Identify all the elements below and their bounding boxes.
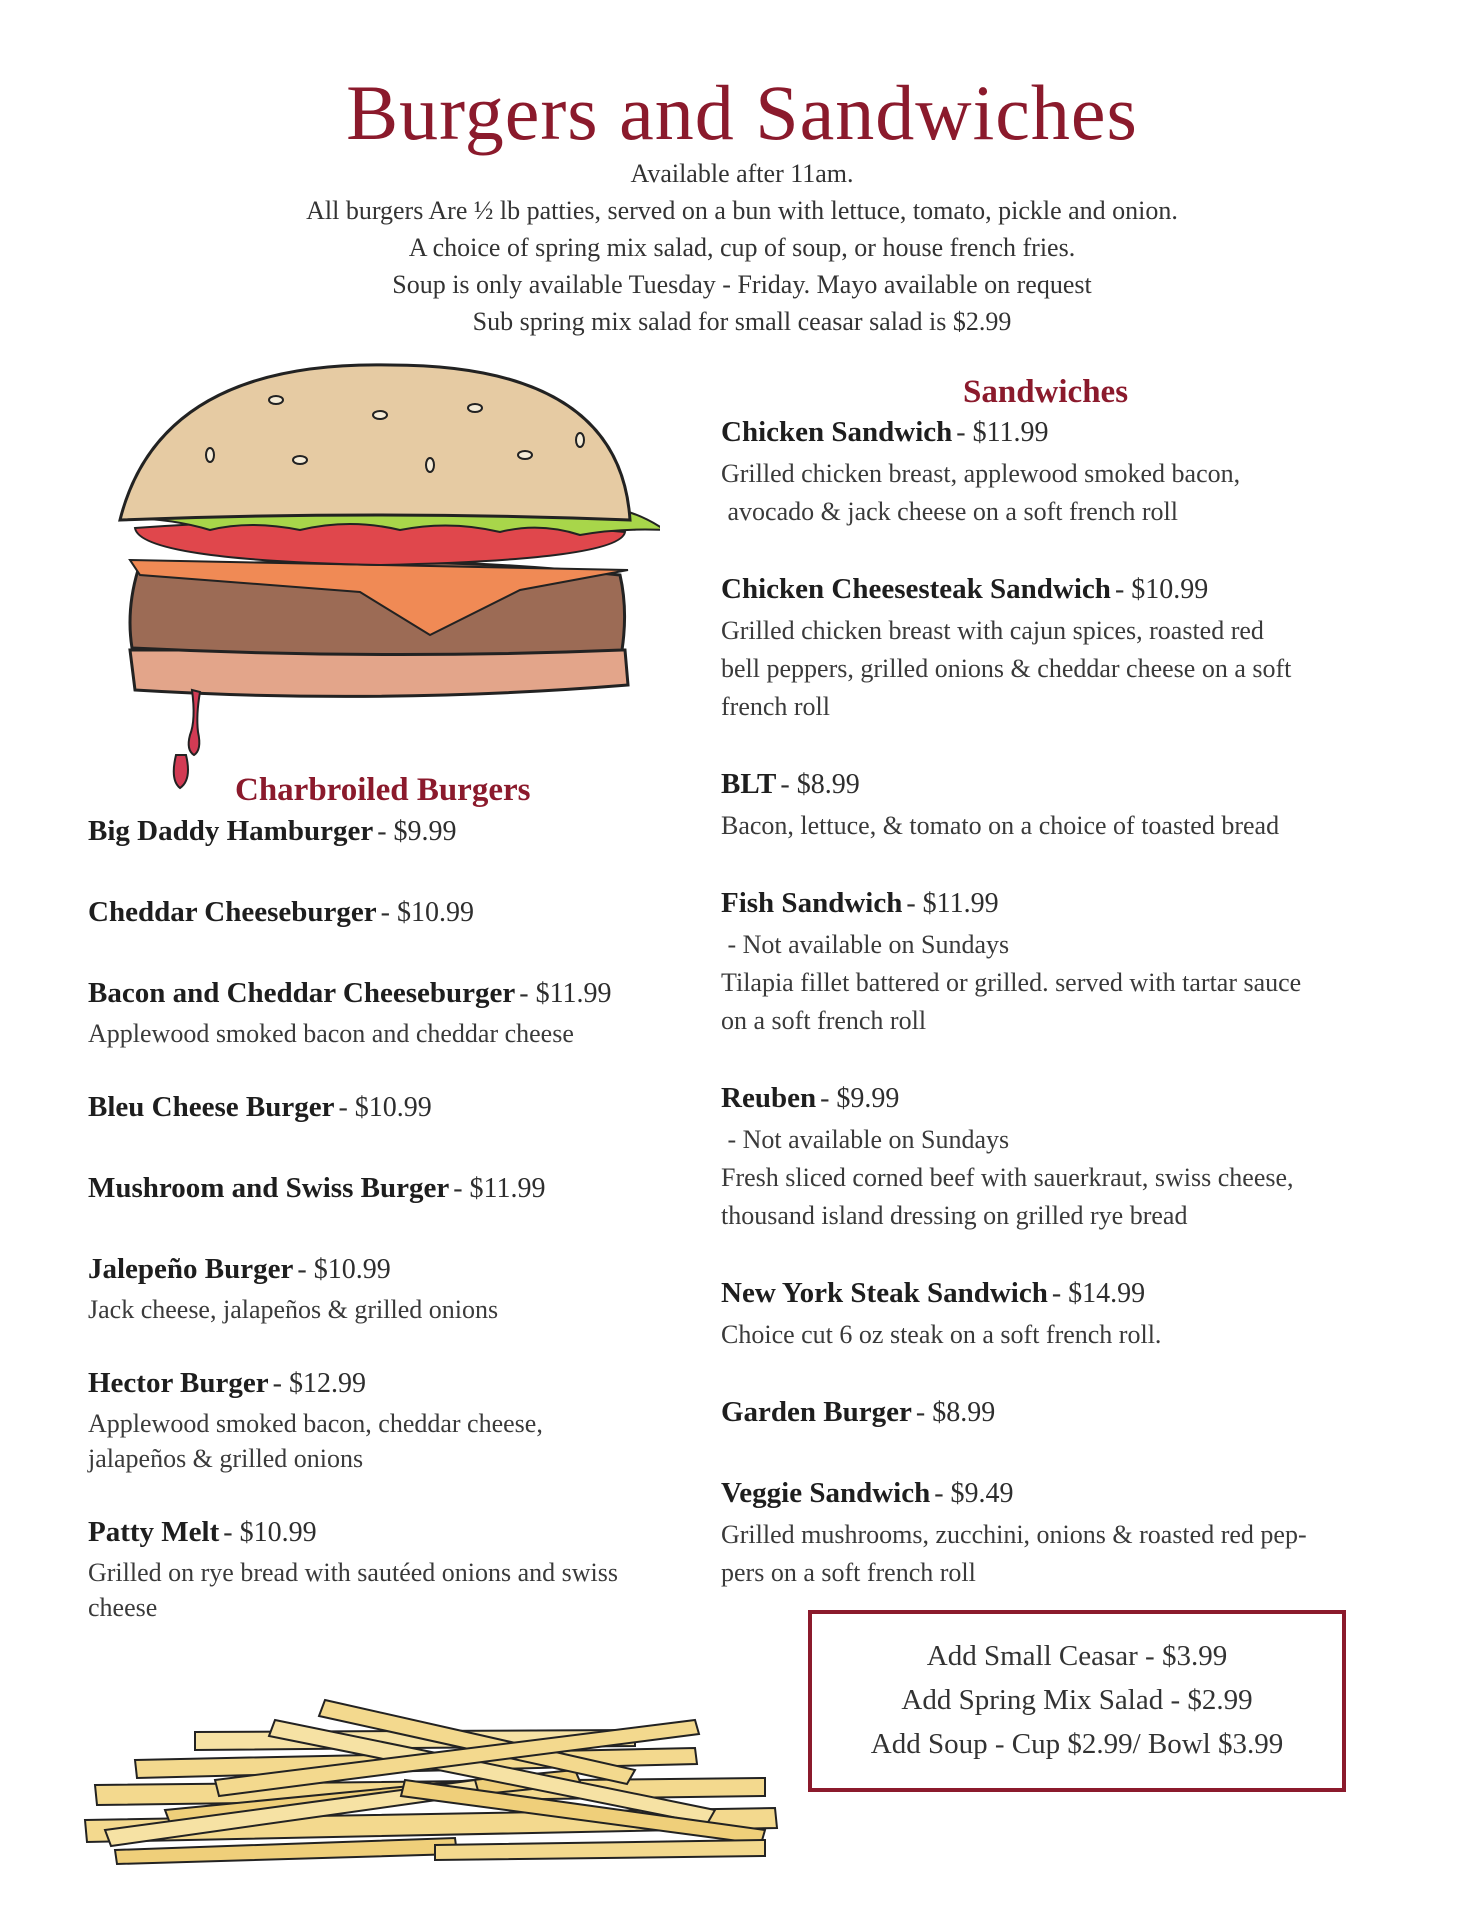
intro-text	[0, 155, 1484, 340]
intro-line: Sub spring mix salad for small ceasar salad is $2.99	[472, 307, 1012, 336]
addon-line: Add Small Ceasar - $3.99	[926, 1640, 1228, 1672]
item-price: - $8.99	[780, 769, 860, 800]
item-description: french roll	[721, 692, 831, 721]
item-price: - $12.99	[272, 1368, 366, 1399]
menu-item	[88, 813, 708, 854]
hamburger-illustration	[100, 360, 660, 790]
item-name: Big Daddy Hamburger	[88, 815, 374, 847]
item-description: Choice cut 6 oz steak on a soft french roll.	[721, 1320, 1162, 1349]
item-price: - $8.99	[915, 1397, 996, 1428]
item-name: Mushroom and Swiss Burger	[88, 1172, 450, 1204]
item-description: jalapeños & grilled onions	[88, 1444, 364, 1473]
item-price: - $9.49	[934, 1478, 1014, 1509]
menu-item	[88, 975, 708, 1051]
intro-line: Soup is only available Tuesday - Friday. Mayo available on request	[392, 270, 1092, 299]
menu-item	[721, 1275, 1421, 1354]
item-name: Garden Burger	[721, 1396, 912, 1428]
item-description: Grilled chicken breast, applewood smoked bacon,	[721, 459, 1241, 488]
item-description: Jack cheese, jalapeños & grilled onions	[88, 1295, 499, 1324]
intro-line: Available after 11am.	[630, 159, 854, 188]
item-name: New York Steak Sandwich	[721, 1277, 1048, 1309]
item-name: Bacon and Cheddar Cheeseburger	[88, 977, 516, 1009]
burgers-list	[88, 813, 708, 1663]
menu-item	[721, 414, 1421, 531]
item-name: BLT	[721, 768, 777, 800]
item-name: Hector Burger	[88, 1367, 269, 1399]
item-name: Cheddar Cheeseburger	[88, 896, 377, 928]
menu-item	[88, 1251, 708, 1327]
menu-item	[721, 571, 1421, 726]
burgers-heading: Charbroiled Burgers	[235, 772, 531, 808]
sandwiches-list	[721, 414, 1421, 1632]
item-price: - $14.99	[1051, 1278, 1146, 1309]
menu-item	[721, 766, 1421, 845]
addon-line: Add Soup - Cup $2.99/ Bowl $3.99	[870, 1728, 1284, 1760]
item-name: Jalepeño Burger	[88, 1253, 294, 1285]
item-price: - $10.99	[380, 897, 474, 928]
item-name: Patty Melt	[88, 1516, 220, 1548]
item-price: - $11.99	[906, 888, 999, 919]
menu-item	[88, 1365, 708, 1476]
item-description: Applewood smoked bacon, cheddar cheese,	[88, 1409, 543, 1438]
item-note: - Not available on Sundays	[721, 930, 1010, 959]
item-note: - Not available on Sundays	[721, 1125, 1010, 1154]
addon-line: Add Spring Mix Salad - $2.99	[901, 1684, 1253, 1716]
item-price: - $10.99	[223, 1517, 317, 1548]
item-name: Bleu Cheese Burger	[88, 1091, 335, 1123]
item-name: Chicken Cheesesteak Sandwich	[721, 573, 1111, 605]
item-price: - $10.99	[338, 1092, 432, 1123]
item-description: on a soft french roll	[721, 1006, 927, 1035]
item-description: avocado & jack cheese on a soft french roll	[721, 497, 1178, 526]
item-price: - $10.99	[1114, 574, 1209, 605]
addons-box	[808, 1610, 1346, 1792]
menu-item	[721, 885, 1421, 1040]
item-description: Tilapia fillet battered or grilled. served with tartar sauce	[721, 968, 1302, 997]
item-price: - $11.99	[519, 978, 612, 1009]
intro-line: All burgers Are ½ lb patties, served on a bun with lettuce, tomato, pickle and onion.	[306, 196, 1178, 225]
item-description: bell peppers, grilled onions & cheddar cheese on a soft	[721, 654, 1292, 683]
item-name: Reuben	[721, 1082, 817, 1114]
menu-item	[721, 1394, 1421, 1435]
page-title: Burgers and Sandwiches	[346, 69, 1138, 156]
item-description: pers on a soft french roll	[721, 1558, 976, 1587]
item-price: - $11.99	[956, 417, 1049, 448]
item-price: - $11.99	[453, 1173, 546, 1204]
item-description: thousand island dressing on grilled rye bread	[721, 1201, 1188, 1230]
item-name: Veggie Sandwich	[721, 1477, 931, 1509]
item-price: - $9.99	[377, 816, 457, 847]
intro-line: A choice of spring mix salad, cup of soup, or house french fries.	[408, 233, 1076, 262]
item-price: - $10.99	[297, 1254, 391, 1285]
item-description: Grilled mushrooms, zucchini, onions & roasted red pep-	[721, 1520, 1307, 1549]
item-name: Fish Sandwich	[721, 887, 903, 919]
french-fries-illustration	[75, 1660, 785, 1870]
item-description: Fresh sliced corned beef with sauerkraut, swiss cheese,	[721, 1163, 1294, 1192]
item-description: cheese	[88, 1593, 158, 1622]
menu-item	[721, 1080, 1421, 1235]
sandwiches-heading: Sandwiches	[963, 374, 1129, 410]
item-description: Grilled chicken breast with cajun spices, roasted red	[721, 616, 1264, 645]
menu-item	[88, 894, 708, 935]
item-description: Bacon, lettuce, & tomato on a choice of toasted bread	[721, 811, 1280, 840]
item-price: - $9.99	[820, 1083, 900, 1114]
menu-item	[721, 1475, 1421, 1592]
item-description: Applewood smoked bacon and cheddar cheese	[88, 1019, 574, 1048]
menu-item	[88, 1089, 708, 1130]
menu-item	[88, 1514, 708, 1625]
item-name: Chicken Sandwich	[721, 416, 953, 448]
item-description: Grilled on rye bread with sautéed onions and swiss	[88, 1558, 619, 1587]
menu-item	[88, 1170, 708, 1211]
